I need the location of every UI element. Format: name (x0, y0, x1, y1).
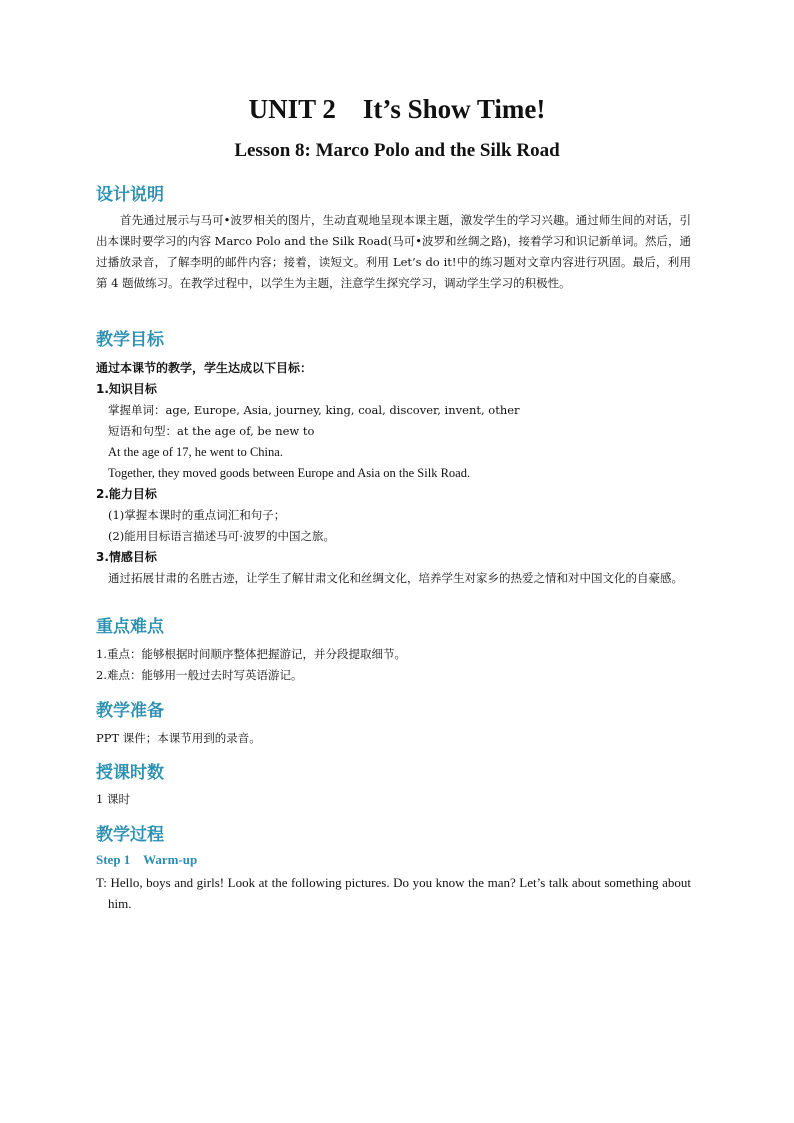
hours-text: 1 课时 (96, 792, 130, 806)
knowledge-sentence-1: At the age of 17, he went to China. (108, 445, 283, 459)
lesson-title: Lesson 8: Marco Polo and the Silk Road (234, 140, 560, 161)
objectives-block (96, 358, 691, 589)
objectives-intro: 通过本课节的教学，学生达成以下目标： (96, 361, 313, 375)
step-1-heading: Step 1 Warm-up (96, 852, 198, 867)
objectives-heading: 教学目标 (96, 330, 164, 350)
hours-heading: 授课时数 (96, 763, 164, 783)
ability-item-1: (1)掌握本课时的重点词汇和句子； (108, 508, 286, 522)
design-heading: 设计说明 (96, 185, 164, 205)
knowledge-phrases: 短语和句型：at the age of, be new to (108, 424, 315, 438)
ability-label: 2.能力目标 (96, 487, 157, 501)
keypoints-block (96, 644, 691, 686)
emotion-label: 3.情感目标 (96, 550, 157, 564)
keypoint-item-1: 1.重点：能够根据时间顺序整体把握游记，并分段提取细节。 (96, 647, 406, 661)
ability-item-2: (2)能用目标语言描述马可·波罗的中国之旅。 (108, 529, 335, 543)
unit-title: UNIT 2 It’s Show Time! (248, 94, 546, 124)
prep-text: PPT 课件；本课节用到的录音。 (96, 731, 261, 745)
keypoint-item-2: 2.难点：能够用一般过去时写英语游记。 (96, 668, 303, 682)
teacher-line (96, 872, 691, 914)
knowledge-label: 1.知识目标 (96, 382, 157, 396)
design-paragraph: 首先通过展示与马可•波罗相关的图片，生动直观地呈现本课主题，激发学生的学习兴趣。通过师生间的对话，引出本课时要学习的内容 Marco Polo and the Silk Road(马可•波罗和丝绸之路)，接着学习和识记新单词。然后，通过播放录音，了解李明的邮件内容；接着，读短文。利用 Let’s do it!中的练习题对文章内容进行巩固。最后，利用第 4 题做练习。在教学过程中，以学生为主题，注意学生探究学习，调动学生学习的积极性。 (96, 213, 691, 290)
prep-heading: 教学准备 (96, 701, 164, 721)
keypoints-heading: 重点难点 (96, 617, 164, 637)
knowledge-words: 掌握单词：age, Europe, Asia, journey, king, coal, discover, invent, other (108, 403, 520, 417)
knowledge-sentence-2: Together, they moved goods between Europe and Asia on the Silk Road. (108, 466, 471, 480)
emotion-text: 通过拓展甘肃的名胜古迹，让学生了解甘肃文化和丝绸文化，培养学生对家乡的热爱之情和对中国文化的自豪感。 (108, 571, 683, 585)
process-heading: 教学过程 (96, 825, 164, 845)
teacher-text: T: Hello, boys and girls! Look at the following pictures. Do you know the man? Let’s talk about something about him. (96, 875, 691, 911)
